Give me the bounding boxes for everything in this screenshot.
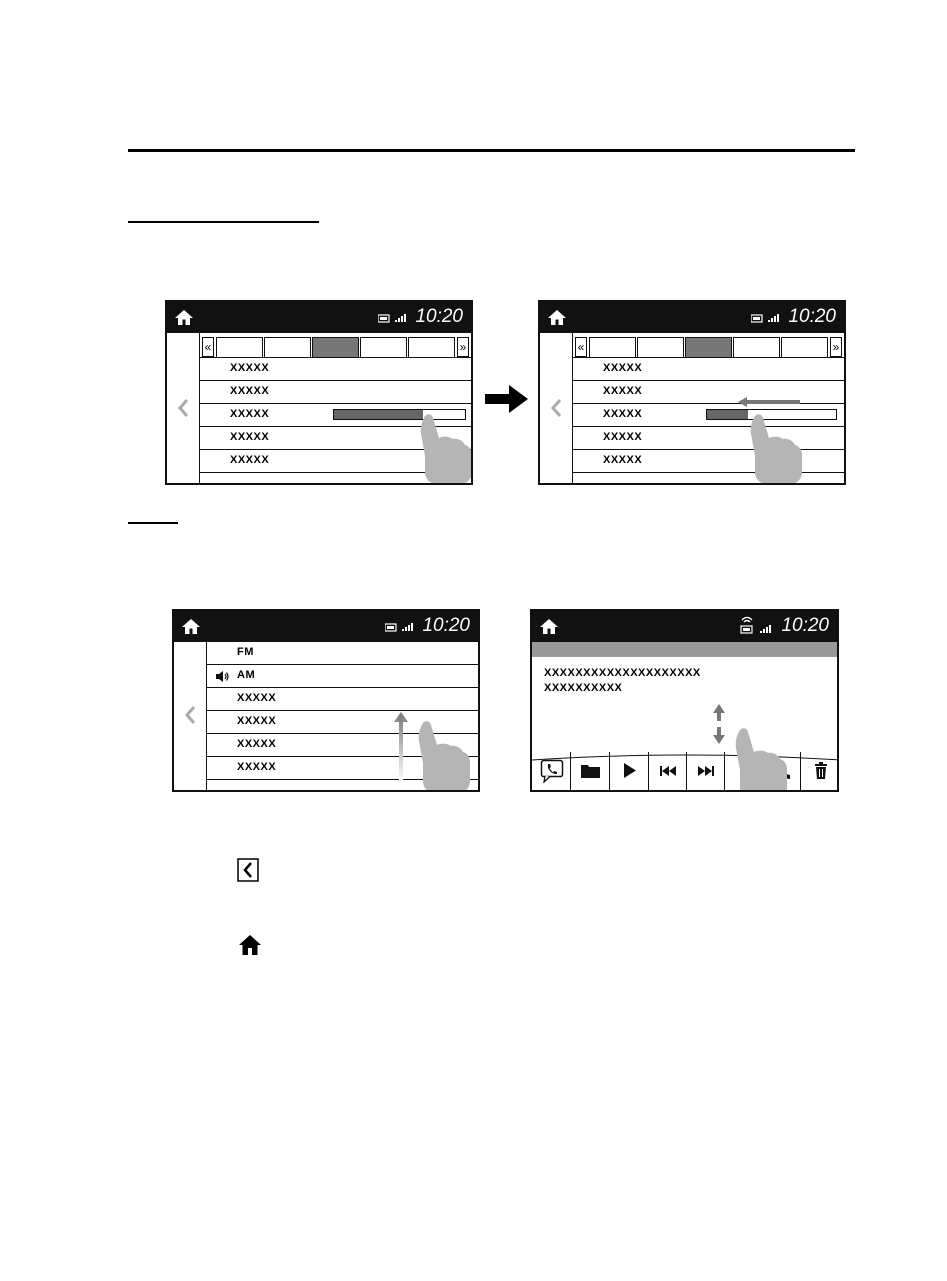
list-item-slider[interactable]: XXXXX [573, 404, 844, 427]
header-rule [128, 149, 855, 152]
clock: 10:20 [415, 306, 463, 327]
list-item[interactable]: XXXXX [207, 734, 478, 757]
home-icon [238, 934, 262, 956]
status-bar [167, 302, 471, 333]
list-item[interactable]: XXXXX [200, 358, 471, 381]
swipe-up-arrow-icon [394, 712, 408, 782]
slider-fill [334, 410, 423, 419]
back-chevron-icon[interactable] [549, 397, 563, 419]
list-item[interactable]: XXXXX [207, 757, 478, 780]
sidebar [174, 642, 207, 790]
play-icon [624, 763, 636, 778]
screen-slide-after [538, 300, 846, 485]
folder-button[interactable] [571, 752, 610, 790]
sidebar [167, 333, 200, 483]
back-chevron-icon[interactable] [176, 397, 190, 419]
list-item[interactable]: XXXXX [200, 381, 471, 404]
play-button[interactable] [610, 752, 649, 790]
tab-prev-arrow[interactable]: « [575, 337, 587, 357]
tab-prev-arrow[interactable]: « [202, 337, 214, 357]
tab-next-arrow[interactable]: » [830, 337, 842, 357]
previous-track-icon [660, 766, 676, 776]
back-chevron-icon [237, 858, 259, 882]
scroll-updown-arrow-icon [713, 704, 725, 744]
screen-scroll-list [172, 609, 480, 792]
status-bar [174, 611, 478, 642]
tab-5[interactable] [781, 337, 828, 357]
list-item[interactable]: XXXXX [573, 381, 844, 404]
message-phone-icon [540, 759, 564, 783]
tab-3-selected[interactable] [312, 337, 359, 357]
right-arrow-icon [485, 384, 529, 414]
sidebar [540, 333, 573, 483]
previous-track-button[interactable] [649, 752, 687, 790]
list-item[interactable]: XXXXX [207, 711, 478, 734]
list-item[interactable]: XXXXX [200, 450, 471, 473]
speaker-icon [216, 671, 229, 682]
screen-message-scroll [530, 609, 839, 792]
clock: 10:20 [788, 306, 836, 327]
tab-2[interactable] [264, 337, 311, 357]
clock: 10:20 [422, 615, 470, 636]
list-item[interactable]: FM [207, 642, 478, 665]
list-item[interactable]: AM [207, 665, 478, 688]
message-body [544, 666, 701, 696]
tab-5[interactable] [408, 337, 455, 357]
clock: 10:20 [781, 615, 829, 636]
finger-icon [743, 412, 805, 485]
list-item[interactable]: XXXXX [573, 427, 844, 450]
list-item[interactable]: XXXXX [207, 688, 478, 711]
list-item[interactable]: XXXXX [200, 427, 471, 450]
home-icon[interactable] [539, 617, 559, 637]
section-heading-underline [128, 522, 178, 524]
finger-icon [411, 719, 473, 792]
finger-icon [413, 412, 473, 485]
next-track-icon [698, 766, 714, 776]
folder-icon [581, 764, 600, 778]
section-heading-underline [128, 221, 319, 223]
battery-signal-icon [751, 313, 783, 323]
message-header-bar [532, 642, 837, 657]
tab-1[interactable] [216, 337, 263, 357]
tab-3-selected[interactable] [685, 337, 732, 357]
tab-2[interactable] [637, 337, 684, 357]
next-track-button[interactable] [687, 752, 725, 790]
status-bar [532, 611, 837, 642]
message-line-1: XXXXXXXXXXXXXXXXXXXX [544, 667, 701, 679]
back-chevron-icon[interactable] [183, 704, 197, 726]
tab-1[interactable] [589, 337, 636, 357]
home-icon[interactable] [174, 308, 194, 328]
status-bar [540, 302, 844, 333]
screen-slide-before [165, 300, 473, 485]
list-item[interactable]: XXXXX [573, 358, 844, 381]
battery-signal-icon [385, 622, 417, 632]
tab-4[interactable] [733, 337, 780, 357]
list-item[interactable]: XXXXX [573, 450, 844, 473]
finger-icon [728, 726, 790, 792]
message-line-2: XXXXXXXXXX [544, 682, 623, 694]
tab-4[interactable] [360, 337, 407, 357]
battery-signal-icon [378, 313, 410, 323]
home-icon[interactable] [181, 617, 201, 637]
wifi-battery-signal-icon [740, 614, 776, 636]
message-phone-button[interactable] [532, 752, 571, 790]
delete-button[interactable] [801, 752, 839, 790]
trash-icon [815, 762, 827, 779]
tab-next-arrow[interactable]: » [457, 337, 469, 357]
swipe-left-arrow-icon [738, 397, 800, 407]
home-icon[interactable] [547, 308, 567, 328]
list-item-slider[interactable]: XXXXX [200, 404, 471, 427]
